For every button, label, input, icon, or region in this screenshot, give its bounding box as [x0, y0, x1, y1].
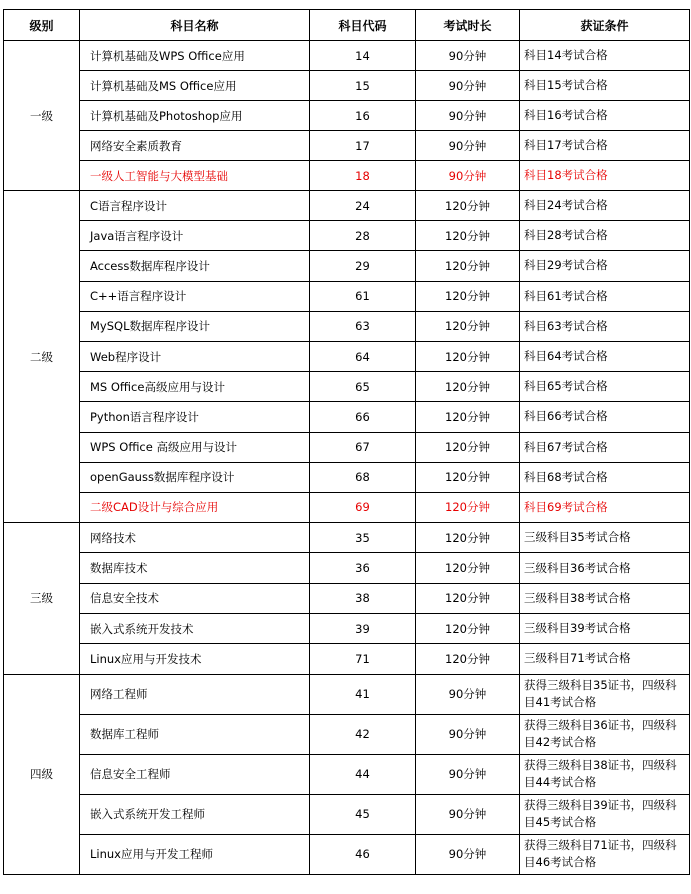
subject-code-cell: 14 — [310, 41, 416, 71]
subject-name-cell: Java语言程序设计 — [80, 221, 310, 251]
subject-code-cell: 18 — [310, 161, 416, 191]
table-row — [4, 341, 690, 371]
table-row — [4, 402, 690, 432]
certification-condition-cell: 科目18考试合格 — [520, 161, 690, 191]
exam-duration-cell: 90分钟 — [416, 71, 520, 101]
exam-duration-cell: 90分钟 — [416, 754, 520, 794]
exam-duration-cell: 120分钟 — [416, 251, 520, 281]
subject-name-cell: Web程序设计 — [80, 341, 310, 371]
subject-name-cell: 数据库技术 — [80, 553, 310, 583]
subject-code-cell: 36 — [310, 553, 416, 583]
subject-code-cell: 17 — [310, 131, 416, 161]
subject-code-cell: 44 — [310, 754, 416, 794]
certification-condition-cell: 三级科目38考试合格 — [520, 583, 690, 613]
exam-duration-cell: 120分钟 — [416, 341, 520, 371]
subject-name-cell: 嵌入式系统开发工程师 — [80, 794, 310, 834]
table-row — [4, 41, 690, 71]
exam-duration-cell: 120分钟 — [416, 372, 520, 402]
certification-condition-cell: 获得三级科目39证书，四级科目45考试合格 — [520, 794, 690, 834]
certification-condition-cell: 三级科目39考试合格 — [520, 613, 690, 643]
table-row — [4, 462, 690, 492]
exam-duration-cell: 90分钟 — [416, 714, 520, 754]
table-row — [4, 101, 690, 131]
table-row — [4, 251, 690, 281]
subject-code-cell: 29 — [310, 251, 416, 281]
certification-condition-cell: 科目69考试合格 — [520, 492, 690, 522]
subject-code-cell: 45 — [310, 794, 416, 834]
table-row — [4, 834, 690, 874]
certification-condition-cell: 三级科目35考试合格 — [520, 523, 690, 553]
subject-name-cell: 数据库工程师 — [80, 714, 310, 754]
table-row — [4, 553, 690, 583]
table-row — [4, 311, 690, 341]
certification-condition-cell: 获得三级科目38证书，四级科目44考试合格 — [520, 754, 690, 794]
certification-condition-cell: 科目67考试合格 — [520, 432, 690, 462]
certification-condition-cell: 科目68考试合格 — [520, 462, 690, 492]
subject-name-cell: 网络技术 — [80, 523, 310, 553]
certification-condition-cell: 科目15考试合格 — [520, 71, 690, 101]
certification-condition-cell: 获得三级科目36证书，四级科目42考试合格 — [520, 714, 690, 754]
exam-subjects-table — [3, 9, 690, 875]
certification-condition-cell: 三级科目36考试合格 — [520, 553, 690, 583]
certification-condition-cell: 获得三级科目35证书，四级科目41考试合格 — [520, 674, 690, 714]
subject-name-cell: 计算机基础及WPS Office应用 — [80, 41, 310, 71]
subject-name-cell: Access数据库程序设计 — [80, 251, 310, 281]
exam-duration-cell: 90分钟 — [416, 794, 520, 834]
subject-name-cell: WPS Office 高级应用与设计 — [80, 432, 310, 462]
subject-name-cell: Python语言程序设计 — [80, 402, 310, 432]
table-row — [4, 281, 690, 311]
header-subject-name: 科目名称 — [80, 10, 310, 41]
certification-condition-cell: 科目14考试合格 — [520, 41, 690, 71]
header-certification-condition: 获证条件 — [520, 10, 690, 41]
subject-name-cell: MySQL数据库程序设计 — [80, 311, 310, 341]
certification-condition-cell: 科目64考试合格 — [520, 341, 690, 371]
certification-condition-cell: 科目16考试合格 — [520, 101, 690, 131]
subject-name-cell: 信息安全工程师 — [80, 754, 310, 794]
exam-duration-cell: 120分钟 — [416, 281, 520, 311]
table-row — [4, 492, 690, 522]
subject-name-cell: 一级人工智能与大模型基础 — [80, 161, 310, 191]
subject-code-cell: 64 — [310, 341, 416, 371]
subject-code-cell: 24 — [310, 191, 416, 221]
subject-name-cell: C语言程序设计 — [80, 191, 310, 221]
subject-code-cell: 28 — [310, 221, 416, 251]
subject-code-cell: 67 — [310, 432, 416, 462]
subject-code-cell: 71 — [310, 644, 416, 674]
certification-condition-cell: 科目24考试合格 — [520, 191, 690, 221]
table-row — [4, 674, 690, 714]
table-row — [4, 644, 690, 674]
subject-name-cell: 嵌入式系统开发技术 — [80, 613, 310, 643]
exam-duration-cell: 120分钟 — [416, 644, 520, 674]
subject-name-cell: MS Office高级应用与设计 — [80, 372, 310, 402]
exam-duration-cell: 90分钟 — [416, 131, 520, 161]
exam-duration-cell: 90分钟 — [416, 674, 520, 714]
subject-code-cell: 39 — [310, 613, 416, 643]
table-row — [4, 794, 690, 834]
subject-name-cell: 网络安全素质教育 — [80, 131, 310, 161]
exam-duration-cell: 90分钟 — [416, 834, 520, 874]
level-cell: 一级 — [4, 41, 80, 191]
subject-code-cell: 46 — [310, 834, 416, 874]
table-row — [4, 583, 690, 613]
exam-duration-cell: 90分钟 — [416, 41, 520, 71]
table-body — [4, 41, 690, 875]
table-row — [4, 221, 690, 251]
table-row — [4, 613, 690, 643]
exam-duration-cell: 120分钟 — [416, 492, 520, 522]
exam-duration-cell: 90分钟 — [416, 101, 520, 131]
subject-code-cell: 63 — [310, 311, 416, 341]
certification-condition-cell: 三级科目71考试合格 — [520, 644, 690, 674]
exam-duration-cell: 120分钟 — [416, 432, 520, 462]
certification-condition-cell: 科目63考试合格 — [520, 311, 690, 341]
table-row — [4, 372, 690, 402]
level-cell: 二级 — [4, 191, 80, 523]
subject-name-cell: 计算机基础及MS Office应用 — [80, 71, 310, 101]
exam-duration-cell: 120分钟 — [416, 402, 520, 432]
subject-code-cell: 41 — [310, 674, 416, 714]
table-row — [4, 432, 690, 462]
exam-duration-cell: 120分钟 — [416, 523, 520, 553]
subject-code-cell: 61 — [310, 281, 416, 311]
certification-condition-cell: 科目61考试合格 — [520, 281, 690, 311]
table-row — [4, 714, 690, 754]
certification-condition-cell: 科目65考试合格 — [520, 372, 690, 402]
certification-condition-cell: 获得三级科目71证书，四级科目46考试合格 — [520, 834, 690, 874]
table-row — [4, 523, 690, 553]
certification-condition-cell: 科目29考试合格 — [520, 251, 690, 281]
subject-name-cell: C++语言程序设计 — [80, 281, 310, 311]
exam-duration-cell: 90分钟 — [416, 161, 520, 191]
subject-name-cell: openGauss数据库程序设计 — [80, 462, 310, 492]
exam-duration-cell: 120分钟 — [416, 221, 520, 251]
subject-code-cell: 16 — [310, 101, 416, 131]
header-exam-duration: 考试时长 — [416, 10, 520, 41]
header-level: 级别 — [4, 10, 80, 41]
subject-code-cell: 38 — [310, 583, 416, 613]
subject-code-cell: 66 — [310, 402, 416, 432]
table-row — [4, 191, 690, 221]
header-subject-code: 科目代码 — [310, 10, 416, 41]
subject-name-cell: 网络工程师 — [80, 674, 310, 714]
subject-name-cell: 计算机基础及Photoshop应用 — [80, 101, 310, 131]
table-row — [4, 161, 690, 191]
subject-code-cell: 15 — [310, 71, 416, 101]
table-row — [4, 131, 690, 161]
table-row — [4, 754, 690, 794]
certification-condition-cell: 科目17考试合格 — [520, 131, 690, 161]
header-row — [4, 10, 690, 41]
certification-condition-cell: 科目66考试合格 — [520, 402, 690, 432]
table-row — [4, 71, 690, 101]
level-cell: 三级 — [4, 523, 80, 674]
subject-code-cell: 68 — [310, 462, 416, 492]
exam-duration-cell: 120分钟 — [416, 191, 520, 221]
subject-code-cell: 65 — [310, 372, 416, 402]
exam-duration-cell: 120分钟 — [416, 613, 520, 643]
exam-duration-cell: 120分钟 — [416, 462, 520, 492]
subject-name-cell: 二级CAD设计与综合应用 — [80, 492, 310, 522]
exam-duration-cell: 120分钟 — [416, 553, 520, 583]
subject-code-cell: 42 — [310, 714, 416, 754]
subject-code-cell: 69 — [310, 492, 416, 522]
certification-condition-cell: 科目28考试合格 — [520, 221, 690, 251]
subject-name-cell: Linux应用与开发工程师 — [80, 834, 310, 874]
subject-name-cell: 信息安全技术 — [80, 583, 310, 613]
subject-code-cell: 35 — [310, 523, 416, 553]
exam-duration-cell: 120分钟 — [416, 311, 520, 341]
subject-name-cell: Linux应用与开发技术 — [80, 644, 310, 674]
exam-duration-cell: 120分钟 — [416, 583, 520, 613]
level-cell: 四级 — [4, 674, 80, 874]
